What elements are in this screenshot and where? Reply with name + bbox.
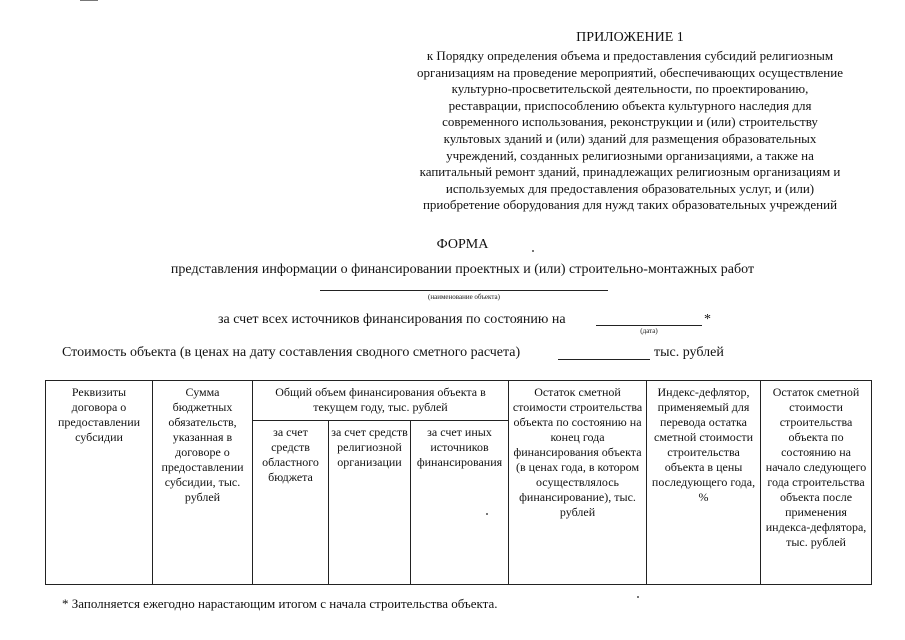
- financing-table: [45, 380, 872, 585]
- appendix-line: культурно-просветительской деятельности, по проектированию,: [451, 81, 809, 97]
- header-total-financing: Общий объем финансирования объекта в текущем году, тыс. рублей: [253, 381, 509, 421]
- scan-artifact-dot: [486, 513, 488, 515]
- date-field[interactable]: [596, 325, 702, 326]
- appendix-line: к Порядку определения объема и предоставления субсидий религиозным: [426, 48, 834, 63]
- appendix-line: капитальный ремонт зданий, принадлежащих религиозным организациям и: [419, 164, 841, 180]
- header-deflator-index: Индекс-дефлятор, применяемый для перевода остатка сметной стоимости строительства объекта в цены последующего года, %: [647, 381, 761, 585]
- appendix-description: [380, 48, 880, 214]
- object-name-field[interactable]: [320, 290, 608, 291]
- header-contract-details: Реквизиты договора о предоставлении субсидии: [46, 381, 153, 585]
- appendix-line: реставрации, приспособлению объекта культурного наследия для: [448, 97, 812, 113]
- subheader-religious-organization: за счет средств религиозной организации: [329, 421, 411, 585]
- scan-artifact-dash: [80, 0, 98, 1]
- funding-sources-label: за счет всех источников финансирования по состоянию на: [218, 312, 566, 327]
- appendix-title: ПРИЛОЖЕНИЕ 1: [576, 30, 684, 45]
- appendix-line: организациям на проведение мероприятий, обеспечивающих осуществление: [417, 64, 843, 80]
- object-cost-field[interactable]: [558, 359, 650, 360]
- date-caption: (дата): [640, 327, 658, 335]
- scan-artifact-dot: [637, 596, 639, 598]
- appendix-line: используемых для предоставления образовательных услуг, и (или): [445, 180, 815, 196]
- footnote: * Заполняется ежегодно нарастающим итогом с начала строительства объекта.: [62, 596, 498, 611]
- appendix-line: культовых зданий и (или) зданий для размещения образовательных: [443, 130, 817, 146]
- subheader-regional-budget: за счет средств областного бюджета: [253, 421, 329, 585]
- footnote-marker: *: [704, 312, 711, 327]
- appendix-line: современного использования, реконструкции и (или) строительству: [442, 114, 818, 130]
- header-budget-obligations: Сумма бюджетных обязательств, указанная в договоре о предоставлении субсидии, тыс. рублей: [153, 381, 253, 585]
- object-name-caption: (наименование объекта): [428, 293, 500, 301]
- header-remaining-cost-next-year: Остаток сметной стоимости строительства объекта по состоянию на начало следующего года строительства объекта после применения индекса-дефлятора, тыс. рублей: [761, 381, 872, 585]
- appendix-line: приобретение оборудования для нужд таких образовательных учреждений: [422, 197, 838, 213]
- form-title: ФОРМА: [436, 237, 489, 252]
- form-subtitle: представления информации о финансировании проектных и (или) строительно-монтажных работ: [170, 262, 755, 277]
- subheader-other-sources: за счет иных источников финансирования: [411, 421, 509, 585]
- scan-artifact-dot: [532, 250, 534, 252]
- object-cost-label: Стоимость объекта (в ценах на дату составления сводного сметного расчета): [62, 345, 521, 360]
- object-cost-unit: тыс. рублей: [654, 345, 724, 360]
- header-remaining-cost: Остаток сметной стоимости строительства объекта по состоянию на конец года финансирования объекта (в ценах года, в котором осуществлялось финансирование), тыс. рублей: [509, 381, 647, 585]
- appendix-line: учреждений, созданных религиозными организациями, а также на: [446, 147, 814, 163]
